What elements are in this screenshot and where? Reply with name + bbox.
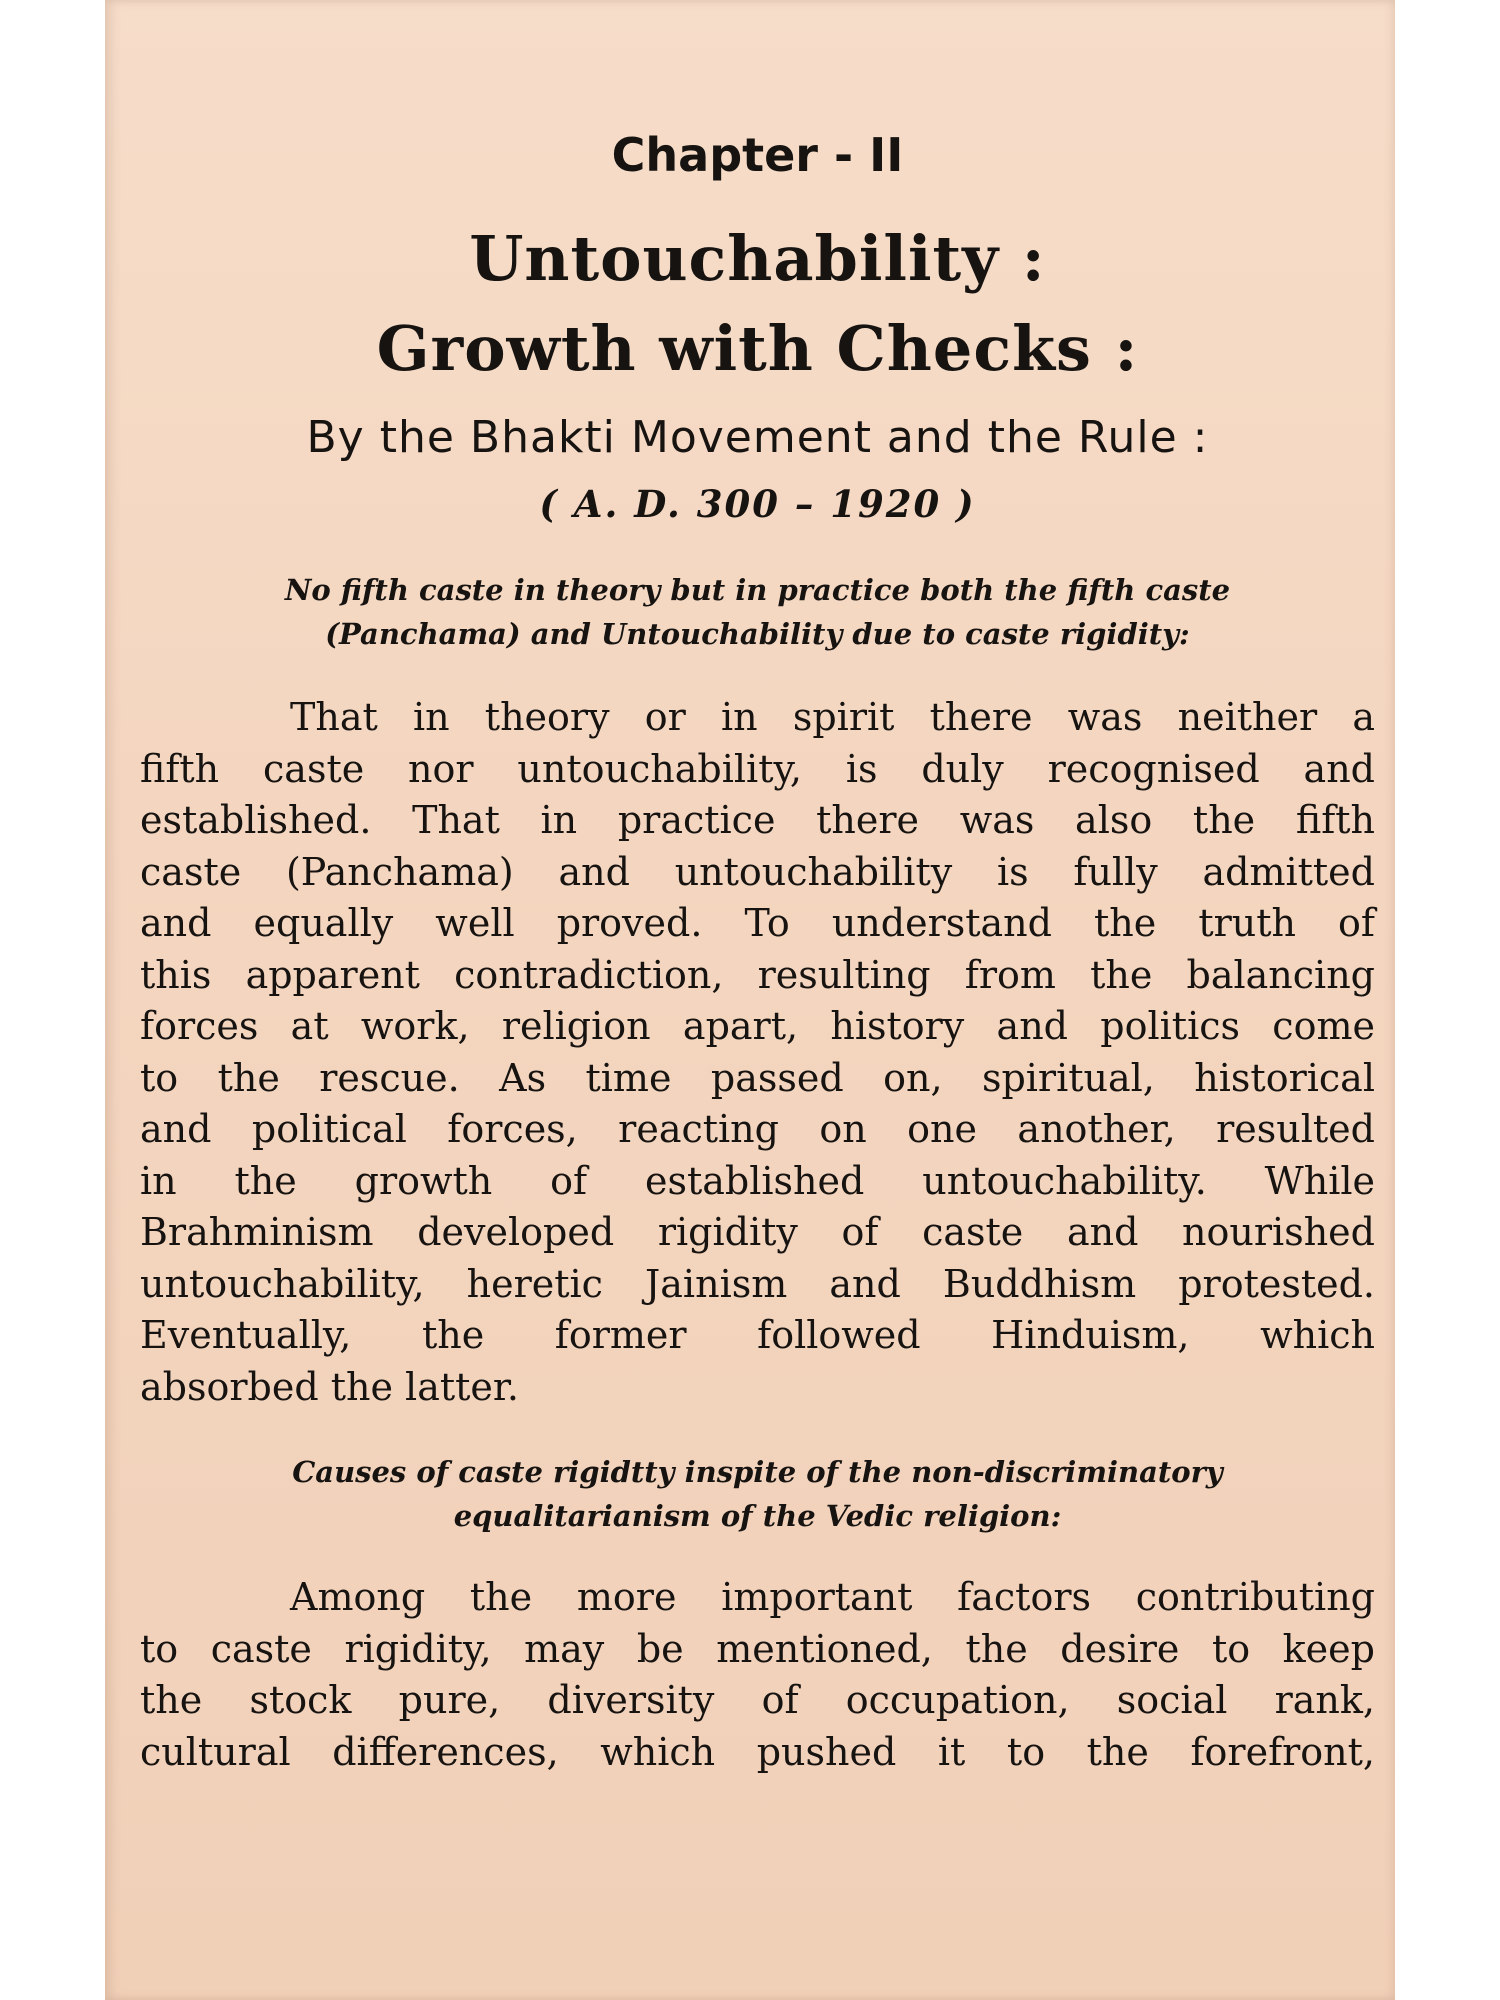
- paragraph-line: and equally well proved. To understand the truth of: [140, 901, 1375, 945]
- paragraph-line: Eventually, the former followed Hinduism, which: [140, 1313, 1375, 1357]
- paragraph-line: fifth caste nor untouchability, is duly recognised and: [140, 746, 1375, 791]
- paragraph-line: established. That in practice there was also the fifth: [140, 798, 1375, 842]
- section-heading-1: [200, 568, 1315, 656]
- section-heading-1-line-1: No fifth caste in theory but in practice both the fifth caste: [284, 573, 1231, 607]
- paragraph-line: absorbed the latter.: [140, 1364, 519, 1409]
- chapter-title-line-1: Untouchability :: [469, 222, 1046, 295]
- paragraph-line: Among the more important factors contributing: [290, 1575, 1375, 1619]
- chapter-subtitle: By the Bhakti Movement and the Rule :: [306, 412, 1209, 463]
- paragraph-line: untouchability, heretic Jainism and Buddhism protested.: [140, 1261, 1375, 1306]
- paragraph-line: That in theory or in spirit there was neither a: [290, 695, 1375, 739]
- paragraph-line: cultural differences, which pushed it to the forefront,: [140, 1729, 1375, 1774]
- section-heading-2: [200, 1450, 1315, 1538]
- section-heading-2-line-1: Causes of caste rigidtty inspite of the non-discriminatory: [292, 1455, 1223, 1489]
- paragraph-line: to caste rigidity, may be mentioned, the desire to keep: [140, 1626, 1375, 1671]
- book-page: [105, 0, 1395, 2000]
- paragraph-2: [140, 1572, 1375, 1778]
- chapter-title-line-2: Growth with Checks :: [376, 312, 1139, 385]
- chapter-date-range: ( A. D. 300 – 1920 ): [539, 482, 976, 526]
- section-heading-2-line-2: equalitarianism of the Vedic religion:: [453, 1499, 1062, 1533]
- paragraph-line: forces at work, religion apart, history and politics come: [140, 1004, 1375, 1048]
- paragraph-line: this apparent contradiction, resulting from the balancing: [140, 952, 1375, 997]
- paragraph-line: in the growth of established untouchability. While: [140, 1158, 1375, 1203]
- paragraph-1: [140, 692, 1375, 1413]
- paragraph-line: the stock pure, diversity of occupation, social rank,: [140, 1678, 1375, 1722]
- paragraph-line: to the rescue. As time passed on, spiritual, historical: [140, 1055, 1375, 1100]
- paragraph-line: Brahminism developed rigidity of caste and nourished: [140, 1210, 1375, 1254]
- paragraph-line: and political forces, reacting on one another, resulted: [140, 1107, 1375, 1151]
- chapter-label: Chapter - II: [611, 128, 904, 182]
- section-heading-1-line-2: (Panchama) and Untouchability due to caste rigidity:: [325, 617, 1190, 651]
- paragraph-line: caste (Panchama) and untouchability is fully admitted: [140, 849, 1375, 894]
